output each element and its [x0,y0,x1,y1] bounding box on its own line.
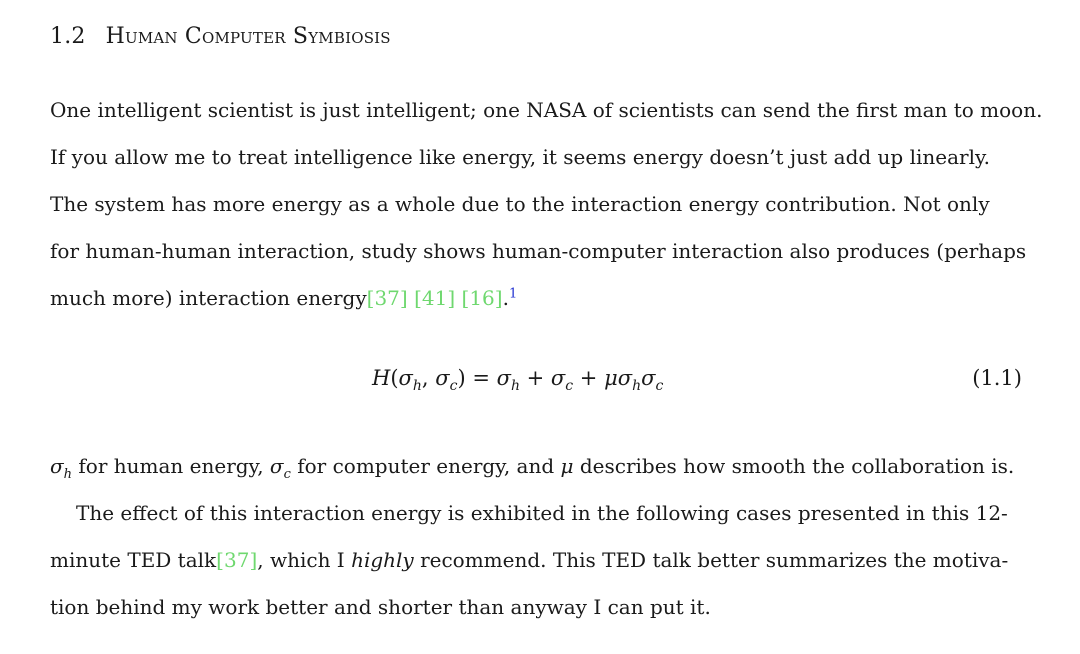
citation-link[interactable]: [37] [366,286,408,310]
paragraph-1-line-3: The system has more energy as a whole due to the interaction energy contribution. Not only [50,192,990,216]
citation-link[interactable]: [16] [461,286,503,310]
paragraph-1-line-2: If you allow me to treat intelligence like energy, it seems energy doesn’t just add up linearly. [50,145,990,169]
paragraph-2-line-1: $\sigma_h$ for human energy, $\sigma_c$ for computer energy, and μ describes how smooth the collaboration is. [50,454,1015,482]
citation-link[interactable]: [41] [414,286,456,310]
paragraph-1-line-1: One intelligent scientist is just intelligent; one NASA of scientists can send the first man to moon. [50,98,1043,122]
citation-link[interactable]: [37] [216,548,258,572]
sigma-c-symbol: $\sigma_c$ [269,454,291,482]
paragraph-3-line-2: minute TED talk[37], which I highly recommend. This TED talk better summarizes the motiva- [50,548,1009,572]
paragraph-1-line-5: much more) interaction energy[37] [41] [16].$^1$ [50,286,518,310]
equation-formula: $H(\sigma_h$, $\sigma_c) = \sigma_h + \sigma_c + \mu\sigma_h\sigma_c$ [372,366,664,395]
emphasis-text: highly [351,548,414,572]
section-heading [50,24,391,49]
equation-block [0,366,1080,400]
section-title: Human Computer Symbiosis [105,24,391,49]
sigma-h-symbol: $\sigma_h$ [50,454,73,482]
footnote-link[interactable]: 1 [508,286,518,302]
section-number: 1.2 [50,24,86,49]
equation-number: (1.1) [972,366,1022,390]
paragraph-3-line-1: The effect of this interaction energy is exhibited in the following cases presented in this 12- [76,501,1008,525]
paragraph-1-line-4: for human-human interaction, study shows human-computer interaction also produces (perhaps [50,239,1027,263]
mu-symbol: μ [560,454,574,478]
paragraph-3-line-3: tion behind my work better and shorter than anyway I can put it. [50,595,711,619]
line-text: much more) interaction energy [50,286,367,310]
